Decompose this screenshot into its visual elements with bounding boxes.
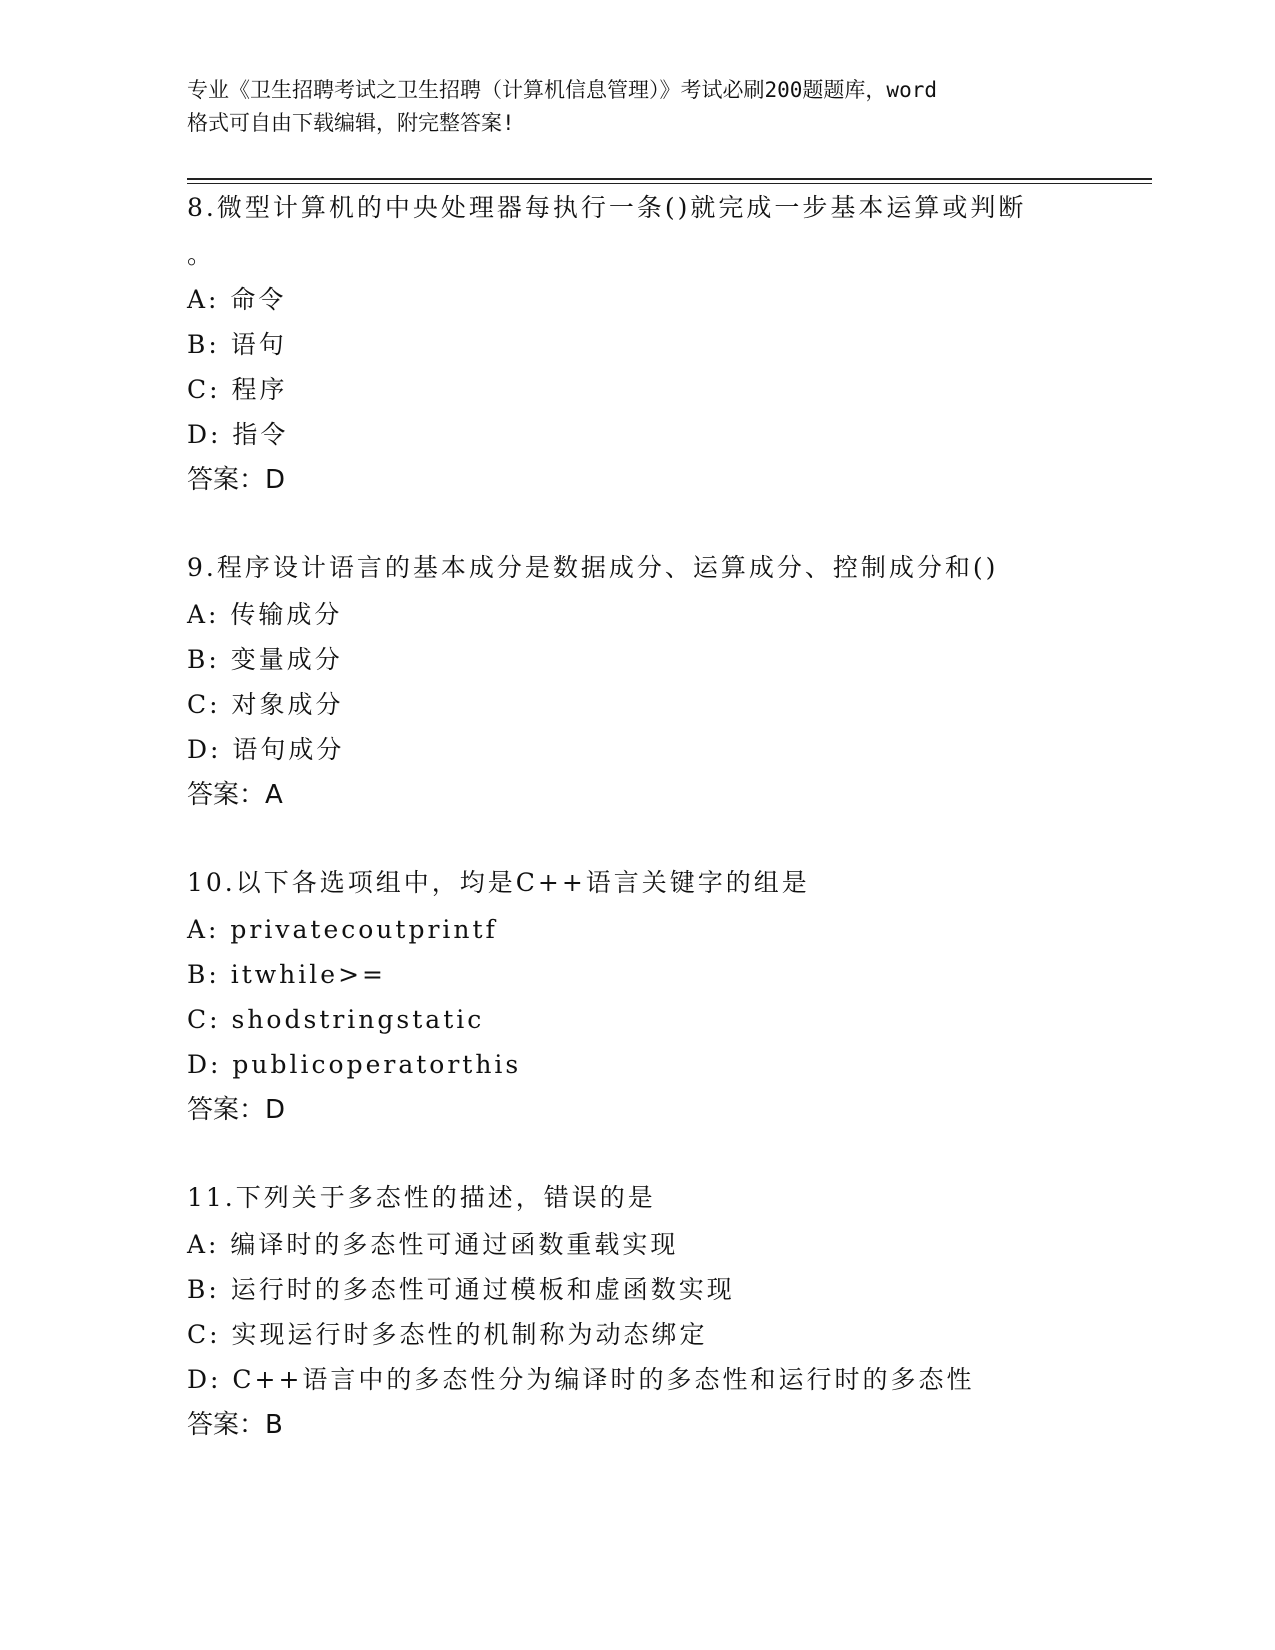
- option-b: B: itwhile>=: [187, 960, 386, 989]
- option-c: C: 对象成分: [187, 690, 344, 719]
- option-a: A: 传输成分: [187, 600, 343, 629]
- option-d: D: publicoperatorthis: [187, 1050, 522, 1079]
- option-c: C: 程序: [187, 375, 288, 404]
- answer-label: 答案：B: [187, 1410, 283, 1440]
- option-d: D: 语句成分: [187, 735, 345, 764]
- option-b: B: 语句: [187, 330, 287, 359]
- question-stem: 8.微型计算机的中央处理器每执行一条()就完成一步基本运算或判断: [187, 193, 1027, 222]
- answer-label: 答案：D: [187, 465, 286, 495]
- option-d: D: 指令: [187, 420, 289, 449]
- option-a: A: 命令: [187, 285, 287, 314]
- option-a: A: privatecoutprintf: [187, 915, 498, 944]
- option-c: C: shodstringstatic: [187, 1005, 485, 1034]
- answer-label: 答案：A: [187, 780, 283, 810]
- answer-label: 答案：D: [187, 1095, 286, 1125]
- question-stem: 10.以下各选项组中，均是C++语言关键字的组是: [187, 868, 810, 897]
- option-d: D: C++语言中的多态性分为编译时的多态性和运行时的多态性: [187, 1365, 975, 1394]
- option-c: C: 实现运行时多态性的机制称为动态绑定: [187, 1320, 708, 1349]
- option-a: A: 编译时的多态性可通过函数重载实现: [187, 1230, 679, 1259]
- option-b: B: 运行时的多态性可通过模板和虚函数实现: [187, 1275, 735, 1304]
- header-line-2: 格式可自由下载编辑，附完整答案!: [187, 111, 515, 135]
- question-stem: 11.下列关于多态性的描述，错误的是: [187, 1183, 656, 1212]
- question-stem: 9.程序设计语言的基本成分是数据成分、运算成分、控制成分和(): [187, 553, 999, 582]
- header-divider-thick: [187, 178, 1152, 180]
- document-header: [187, 74, 1087, 140]
- option-b: B: 变量成分: [187, 645, 343, 674]
- header-line-1: 专业《卫生招聘考试之卫生招聘（计算机信息管理）》考试必刷200题题库，word: [187, 78, 937, 102]
- question-stem-continued: 。: [187, 240, 216, 269]
- header-divider-thin: [187, 183, 1152, 184]
